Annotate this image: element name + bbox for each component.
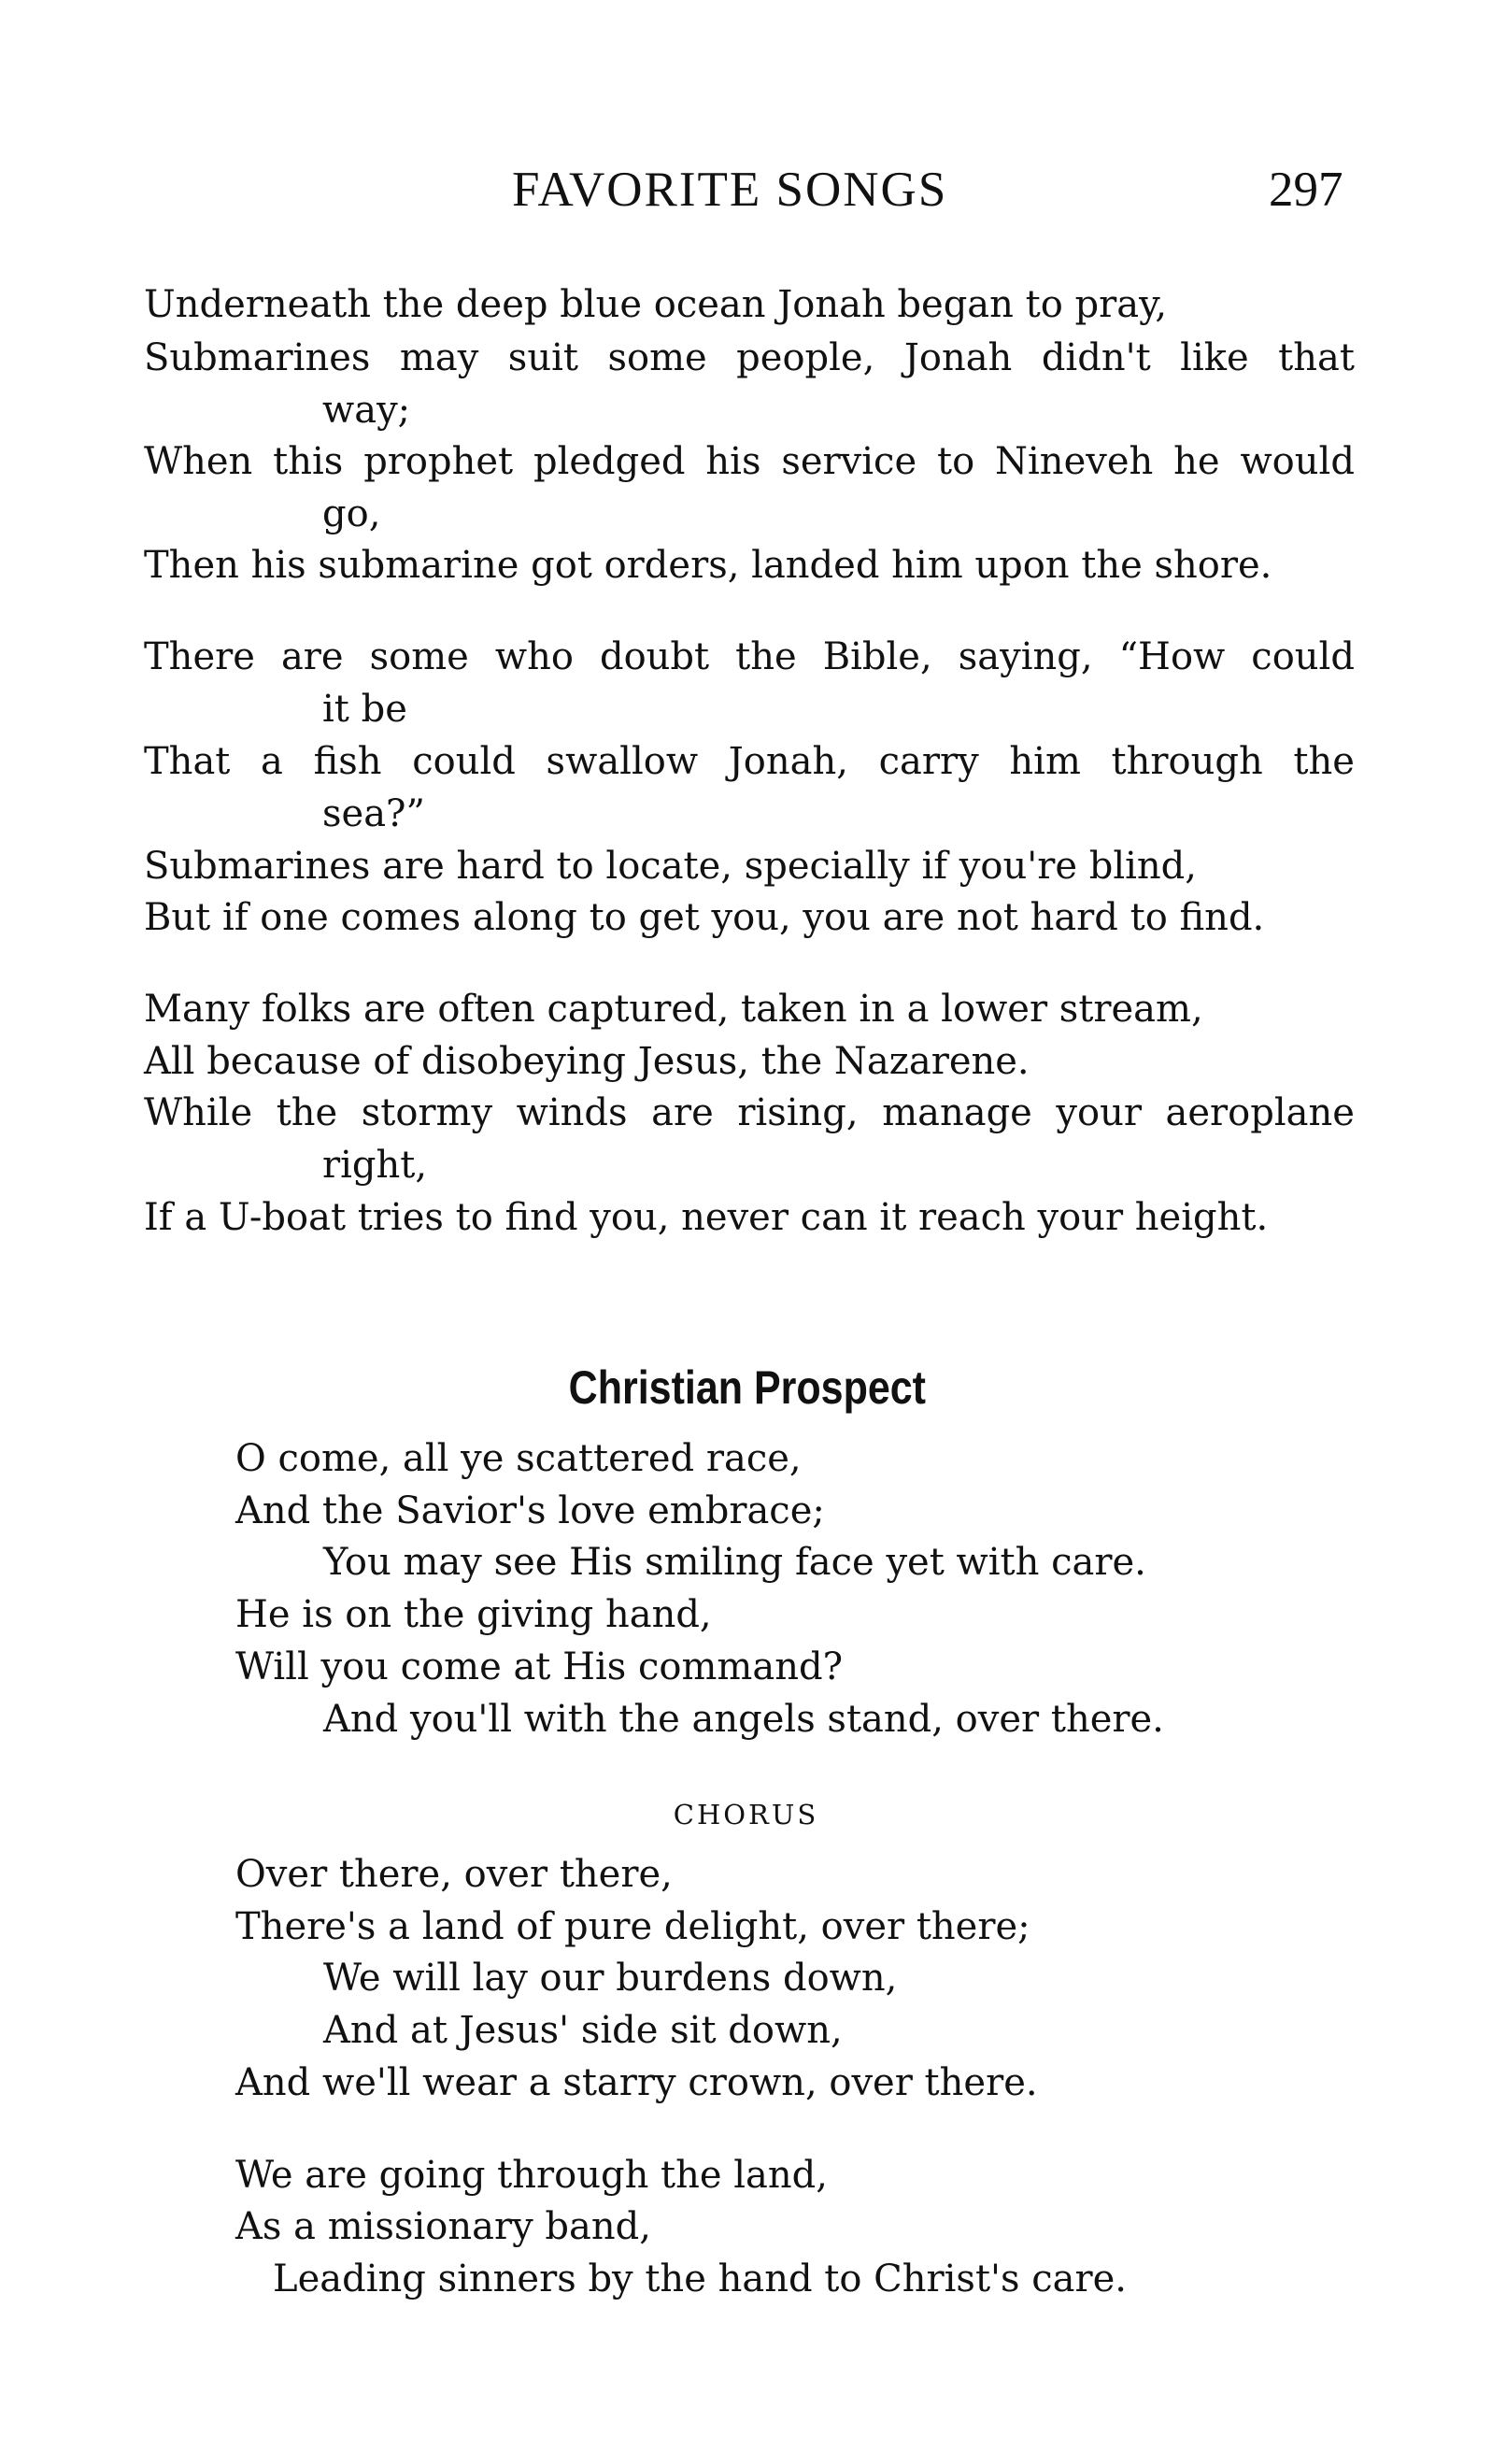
verse-line: When this prophet pledged his service to Nineveh he would	[144, 440, 1355, 483]
chorus-line: And we'll wear a starry crown, over there.	[235, 2061, 1038, 2104]
verse-line: But if one comes along to get you, you are not hard to find.	[144, 896, 1265, 939]
verse-line-continuation: it be	[322, 688, 407, 731]
page-number: 297	[1269, 163, 1343, 217]
song-line-indented: You may see His smiling face yet with care.	[323, 1541, 1146, 1584]
verse-line: Underneath the deep blue ocean Jonah began to pray,	[144, 283, 1168, 326]
song-title: Christian Prospect	[568, 1361, 926, 1414]
chorus-line: There's a land of pure delight, over there;	[235, 1905, 1030, 1948]
verse-line: Then his submarine got orders, landed him upon the shore.	[144, 544, 1272, 587]
verse-line: Many folks are often captured, taken in a lower stream,	[144, 988, 1203, 1031]
verse-line: Submarines may suit some people, Jonah didn't like that	[144, 336, 1355, 379]
verse-line-continuation: way;	[322, 389, 411, 432]
song-line: Will you come at His command?	[235, 1645, 844, 1688]
song-line-indented: And you'll with the angels stand, over there.	[323, 1698, 1164, 1741]
chorus-line-indented: And at Jesus' side sit down,	[323, 2009, 843, 2052]
song-line: We are going through the land,	[235, 2154, 828, 2197]
chorus-line-indented: We will lay our burdens down,	[323, 1957, 898, 2000]
verse-line: If a U-boat tries to find you, never can it reach your height.	[144, 1196, 1269, 1239]
song-line: As a missionary band,	[235, 2205, 651, 2248]
running-title: FAVORITE SONGS	[512, 163, 948, 217]
song-line-indented: Leading sinners by the hand to Christ's care.	[273, 2257, 1128, 2300]
verse-line-continuation: go,	[322, 492, 381, 535]
song-line: O come, all ye scattered race,	[235, 1437, 802, 1480]
song-line: And the Savior's love embrace;	[235, 1489, 825, 1532]
running-header	[0, 157, 1492, 222]
chorus-label: CHORUS	[673, 1799, 819, 1830]
verse-line: While the stormy winds are rising, manage your aeroplane	[144, 1091, 1355, 1134]
chorus-line: Over there, over there,	[235, 1853, 673, 1896]
verse-line: All because of disobeying Jesus, the Nazarene.	[144, 1040, 1030, 1083]
verse-line: That a fish could swallow Jonah, carry him through the	[144, 740, 1355, 783]
verse-line: Submarines are hard to locate, specially if you're blind,	[144, 845, 1197, 888]
verse-line-continuation: right,	[322, 1144, 428, 1187]
verse-line: There are some who doubt the Bible, saying, “How could	[144, 635, 1355, 678]
verse-line-continuation: sea?”	[322, 792, 425, 835]
song-line: He is on the giving hand,	[235, 1593, 712, 1636]
